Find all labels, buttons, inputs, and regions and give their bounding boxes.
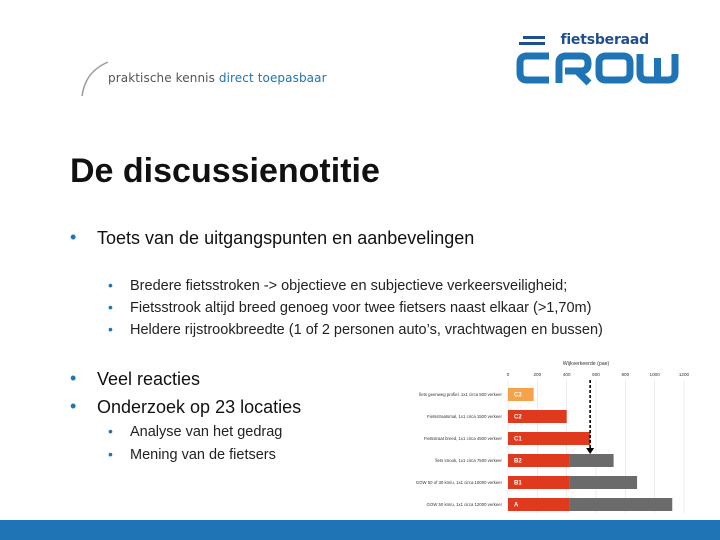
sub-bullet-text: Analyse van het gedrag	[130, 424, 283, 440]
x-tick-label: 1200	[678, 372, 690, 377]
bar-code-label: A	[514, 502, 519, 509]
tagline-part2: direct toepasbaar	[218, 71, 327, 85]
x-tick-label: 1000	[649, 372, 660, 377]
category-label: fiets strook, 1x1 circa 7500 verkeer	[435, 458, 502, 464]
sub-bullet-item	[108, 299, 592, 316]
sub-bullet-text: Heldere rijstrookbreedte (1 of 2 personen auto’s, vrachtwagen en bussen)	[130, 322, 603, 338]
bullet-dot-icon: •	[70, 368, 77, 388]
bullet-dot-icon: •	[108, 277, 113, 293]
x-tick-label: 0	[506, 372, 510, 377]
bullet-dot-icon: •	[108, 423, 113, 439]
bullet-text: Toets van de uitgangspunten en aanbevelingen	[97, 228, 475, 248]
bullet-text: Veel reacties	[97, 369, 201, 389]
bullet-item	[70, 227, 475, 249]
bar-code-label: B1	[514, 480, 522, 487]
usage-chart	[390, 358, 690, 518]
bar-range-segment	[570, 498, 673, 511]
sub-bullet-text: Bredere fietsstroken -> objectieve en subjectieve verkeersveiligheid;	[130, 278, 568, 294]
tagline	[108, 71, 327, 85]
slide-title: De discussienotitie	[70, 152, 380, 190]
x-tick-label: 200	[533, 372, 542, 377]
category-label: GOW 50 of 30 km/u, 1x1 circa 10000 verkeer	[415, 480, 502, 486]
bullet-text: Onderzoek op 23 locaties	[97, 397, 302, 417]
bullet-dot-icon: •	[108, 299, 113, 315]
bullet-dot-icon: •	[70, 396, 77, 416]
bar-range-segment	[570, 454, 614, 467]
bullet-item	[70, 396, 302, 418]
x-tick-label: 800	[621, 372, 630, 377]
sub-bullet-text: Mening van de fietsers	[130, 447, 276, 463]
bar-code-label: B2	[514, 458, 522, 465]
sub-bullet-text: Fietsstrook altijd breed genoeg voor twee fietsers naast elkaar (>1,70m)	[130, 300, 592, 316]
bullet-dot-icon: •	[108, 321, 113, 337]
logo-crow-wordmark	[515, 50, 685, 86]
tagline-part1: praktische kennis	[108, 71, 215, 85]
category-label: Fietsstraat breed, 1x1 circa 4500 verkeer	[423, 436, 502, 442]
category-label: GOW 50 km/u, 1x1 circa 12000 verkeer	[426, 502, 502, 508]
bar-code-label: C3	[514, 392, 522, 399]
sub-bullet-item	[108, 321, 603, 338]
logo-brand-text: fietsberaad	[560, 32, 649, 48]
sub-bullet-item	[108, 277, 568, 294]
marker-arrow-icon	[586, 448, 594, 454]
x-tick-label: 600	[592, 372, 600, 377]
x-tick-label: 400	[562, 372, 571, 377]
sub-bullet-item	[108, 423, 283, 440]
bar-code-label: C2	[514, 414, 522, 421]
usage-chart-svg	[390, 358, 690, 518]
category-label: Fietsstraatsmal, 1x1 circa 1500 verkeer	[427, 414, 502, 420]
bar-range-segment	[570, 476, 637, 489]
bullet-item	[70, 368, 201, 390]
sub-bullet-item	[108, 446, 276, 463]
bullet-dot-icon: •	[108, 446, 113, 462]
chart-title: Wijkverkeerde (pae)	[562, 361, 610, 367]
category-label: fiets geenweg profiel, 1x1 circa 500 verkeer	[419, 392, 502, 398]
crow-logo	[515, 34, 685, 86]
bullet-dot-icon: •	[70, 227, 77, 247]
bottom-accent-bar	[0, 520, 720, 540]
bar-code-label: C1	[514, 436, 522, 443]
